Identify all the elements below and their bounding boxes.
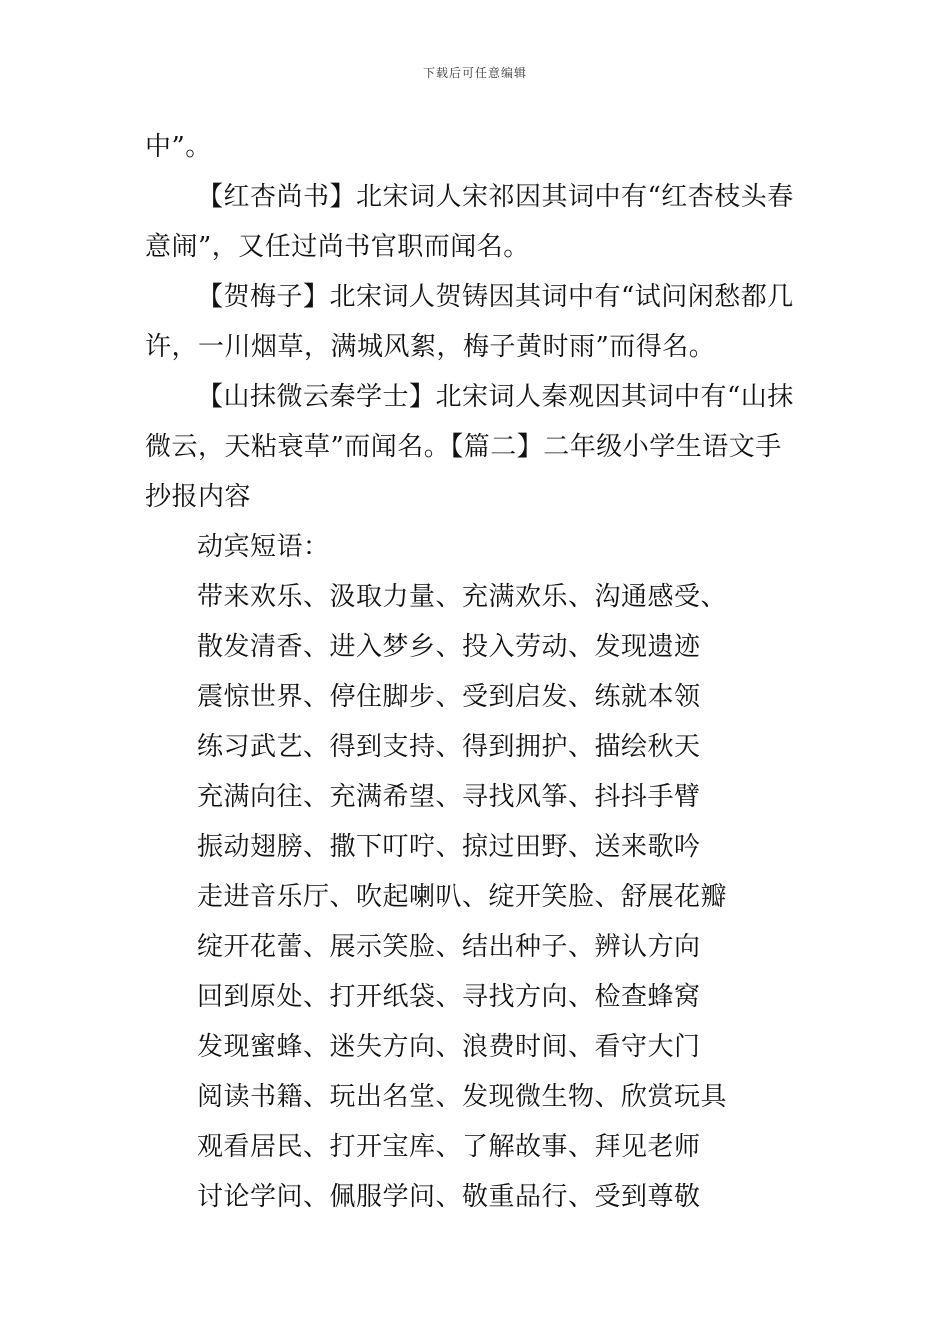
phrase-line: 充满向往、充满希望、寻找风筝、抖抖手臂 (197, 782, 701, 812)
phrase-line: 发现蜜蜂、迷失方向、浪费时间、看守大门 (197, 1032, 701, 1062)
phrase-line: 阅读书籍、玩出名堂、发现微生物、欣赏玩具 (197, 1082, 728, 1112)
phrase-line: 振动翅膀、撒下叮咛、掠过田野、送来歌吟 (197, 832, 701, 862)
section-heading: 动宾短语： (197, 532, 330, 562)
text-line: 抄报内容 (145, 482, 252, 512)
text-line: 【贺梅子】北宋词人贺铸因其词中有“试问闲愁都几 (197, 282, 794, 312)
text-line: 【山抹微云秦学士】北宋词人秦观因其词中有“山抹 (197, 382, 794, 412)
text-line: 许，一川烟草，满城风絮，梅子黄时雨”而得名。 (145, 332, 716, 362)
phrase-line: 震惊世界、停住脚步、受到启发、练就本领 (197, 682, 701, 712)
document-body (145, 122, 810, 1222)
text-line: 微云，天粘衰草”而闻名。【篇二】二年级小学生语文手 (145, 432, 782, 462)
phrase-line: 散发清香、进入梦乡、投入劳动、发现遗迹 (197, 632, 701, 662)
phrase-line: 练习武艺、得到支持、得到拥护、描绘秋天 (197, 732, 701, 762)
text-line: 意闹”，又任过尚书官职而闻名。 (145, 232, 530, 262)
phrase-line: 讨论学问、佩服学问、敬重品行、受到尊敬 (197, 1182, 701, 1212)
phrase-line: 走进音乐厅、吹起喇叭、绽开笑脸、舒展花瓣 (197, 882, 728, 912)
phrase-line: 回到原处、打开纸袋、寻找方向、检查蜂窝 (197, 982, 701, 1012)
phrase-line: 观看居民、打开宝库、了解故事、拜见老师 (197, 1132, 701, 1162)
text-line: 【红杏尚书】北宋词人宋祁因其词中有“红杏枝头春 (197, 182, 794, 212)
page-header: 下载后可任意编辑 (422, 66, 527, 80)
phrase-line: 绽开花蕾、展示笑脸、结出种子、辨认方向 (197, 932, 701, 962)
text-line: 中”。 (145, 132, 212, 162)
phrase-line: 带来欢乐、汲取力量、充满欢乐、沟通感受、 (197, 582, 728, 612)
